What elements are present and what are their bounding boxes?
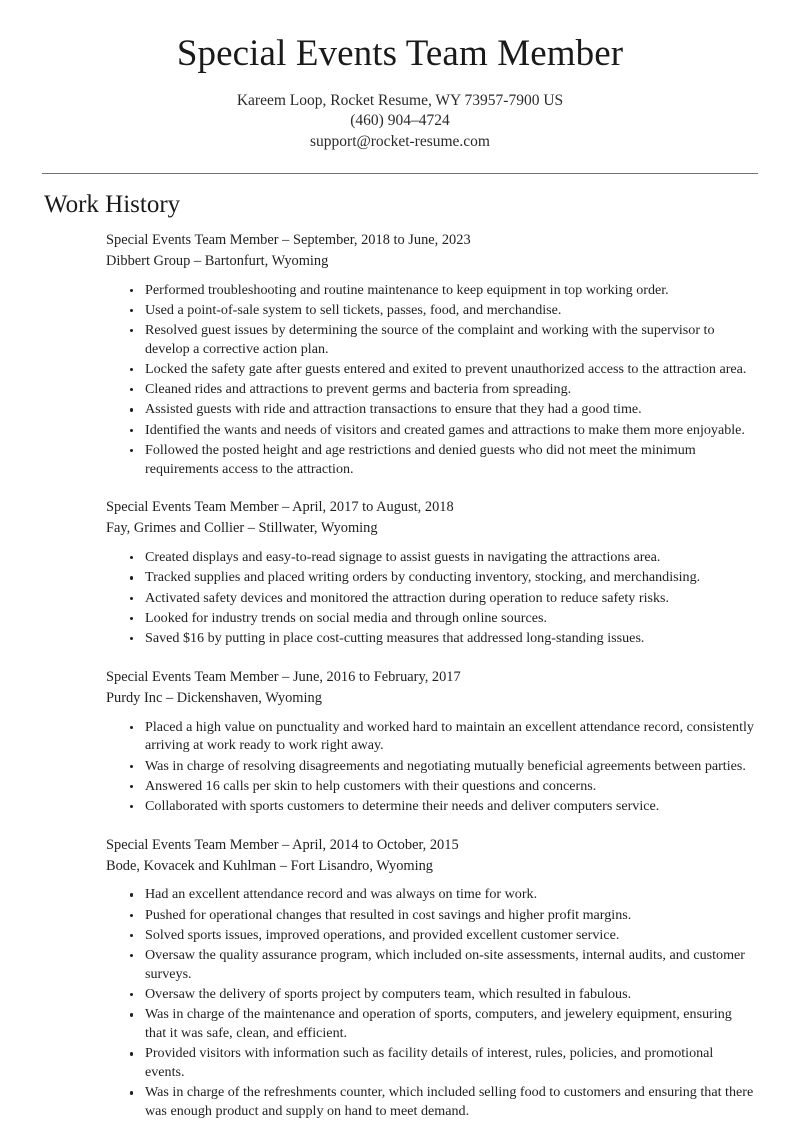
job-bullet-list — [106, 281, 756, 479]
job-bullet: Placed a high value on punctuality and worked hard to maintain an excellent attendance record, consistently arriving at work ready to work right away. — [128, 718, 756, 755]
job-bullet: Solved sports issues, improved operations, and provided excellent customer service. — [128, 926, 756, 945]
job-bullet: Looked for industry trends on social media and through online sources. — [128, 609, 756, 628]
job-bullet: Identified the wants and needs of visitors and created games and attractions to make them more enjoyable. — [128, 421, 756, 440]
job-bullet: Resolved guest issues by determining the source of the complaint and working with the supervisor to develop a corrective action plan. — [128, 321, 756, 358]
job-bullet-list — [106, 885, 756, 1120]
contact-address: Kareem Loop, Rocket Resume, WY 73957-7900 US — [236, 91, 564, 109]
job-entry — [0, 230, 800, 479]
job-bullet: Pushed for operational changes that resulted in cost savings and higher profit margins. — [128, 906, 756, 925]
job-title-line: Special Events Team Member – June, 2016 to February, 2017 — [106, 668, 461, 685]
contact-phone: (460) 904–4724 — [350, 112, 450, 130]
job-bullet: Collaborated with sports customers to determine their needs and deliver computers service. — [128, 797, 756, 816]
job-bullet: Saved $16 by putting in place cost-cutting measures that addressed long-standing issues. — [128, 629, 756, 648]
job-entry — [0, 497, 800, 647]
page-title: Special Events Team Member — [176, 33, 624, 74]
job-entry — [0, 667, 800, 816]
header-divider — [42, 173, 758, 174]
job-title-line: Special Events Team Member – April, 2014 to October, 2015 — [106, 836, 459, 853]
job-bullet: Activated safety devices and monitored the attraction during operation to reduce safety risks. — [128, 589, 756, 608]
job-company-line: Dibbert Group – Bartonfurt, Wyoming — [106, 252, 329, 269]
job-bullet: Cleaned rides and attractions to prevent germs and bacteria from spreading. — [128, 380, 756, 399]
job-bullet: Created displays and easy-to-read signage to assist guests in navigating the attractions area. — [128, 548, 756, 567]
job-title-line: Special Events Team Member – April, 2017 to August, 2018 — [106, 499, 454, 516]
job-bullet: Had an excellent attendance record and was always on time for work. — [128, 885, 756, 904]
job-entry — [0, 835, 800, 1121]
job-bullet: Was in charge of resolving disagreements and negotiating mutually beneficial agreements between parties. — [128, 757, 756, 776]
section-title-work-history: Work History — [44, 191, 181, 219]
job-bullet: Used a point-of-sale system to sell tickets, passes, food, and merchandise. — [128, 301, 756, 320]
job-bullet: Was in charge of the maintenance and operation of sports, computers, and jewelery equipment, ensuring that it was safe, clean, and efficient. — [128, 1005, 756, 1042]
job-bullet-list — [106, 718, 756, 816]
job-bullet: Followed the posted height and age restrictions and denied guests who did not meet the minimum requirements access to the attraction. — [128, 441, 756, 478]
job-bullet: Locked the safety gate after guests entered and exited to prevent unauthorized access to the attraction area. — [128, 360, 756, 379]
job-bullet: Tracked supplies and placed writing orders by conducting inventory, stocking, and merchandising. — [128, 568, 756, 587]
contact-email: support@rocket-resume.com — [310, 132, 490, 150]
job-bullet: Performed troubleshooting and routine maintenance to keep equipment in top working order. — [128, 281, 756, 300]
job-bullet: Provided visitors with information such as facility details of interest, rules, policies, and promotional events. — [128, 1044, 756, 1081]
job-bullet: Oversaw the quality assurance program, which included on-site assessments, internal audits, and customer surveys. — [128, 946, 756, 983]
resume-header — [0, 0, 800, 152]
job-bullet: Oversaw the delivery of sports project by computers team, which resulted in fabulous. — [128, 985, 756, 1004]
job-company-line: Fay, Grimes and Collier – Stillwater, Wyoming — [106, 520, 378, 537]
job-company-line: Bode, Kovacek and Kuhlman – Fort Lisandro, Wyoming — [106, 857, 433, 874]
job-list — [0, 230, 800, 1121]
work-history-section — [0, 191, 800, 1121]
job-bullet-list — [106, 548, 756, 648]
job-bullet: Assisted guests with ride and attraction transactions to ensure that they had a good time. — [128, 400, 756, 419]
job-title-line: Special Events Team Member – September, 2018 to June, 2023 — [106, 231, 471, 248]
job-bullet: Answered 16 calls per skin to help customers with their questions and concerns. — [128, 777, 756, 796]
job-company-line: Purdy Inc – Dickenshaven, Wyoming — [106, 689, 322, 706]
job-bullet: Was in charge of the refreshments counter, which included selling food to customers and ensuring that there was enough product and supply on hand to meet demand. — [128, 1083, 756, 1120]
